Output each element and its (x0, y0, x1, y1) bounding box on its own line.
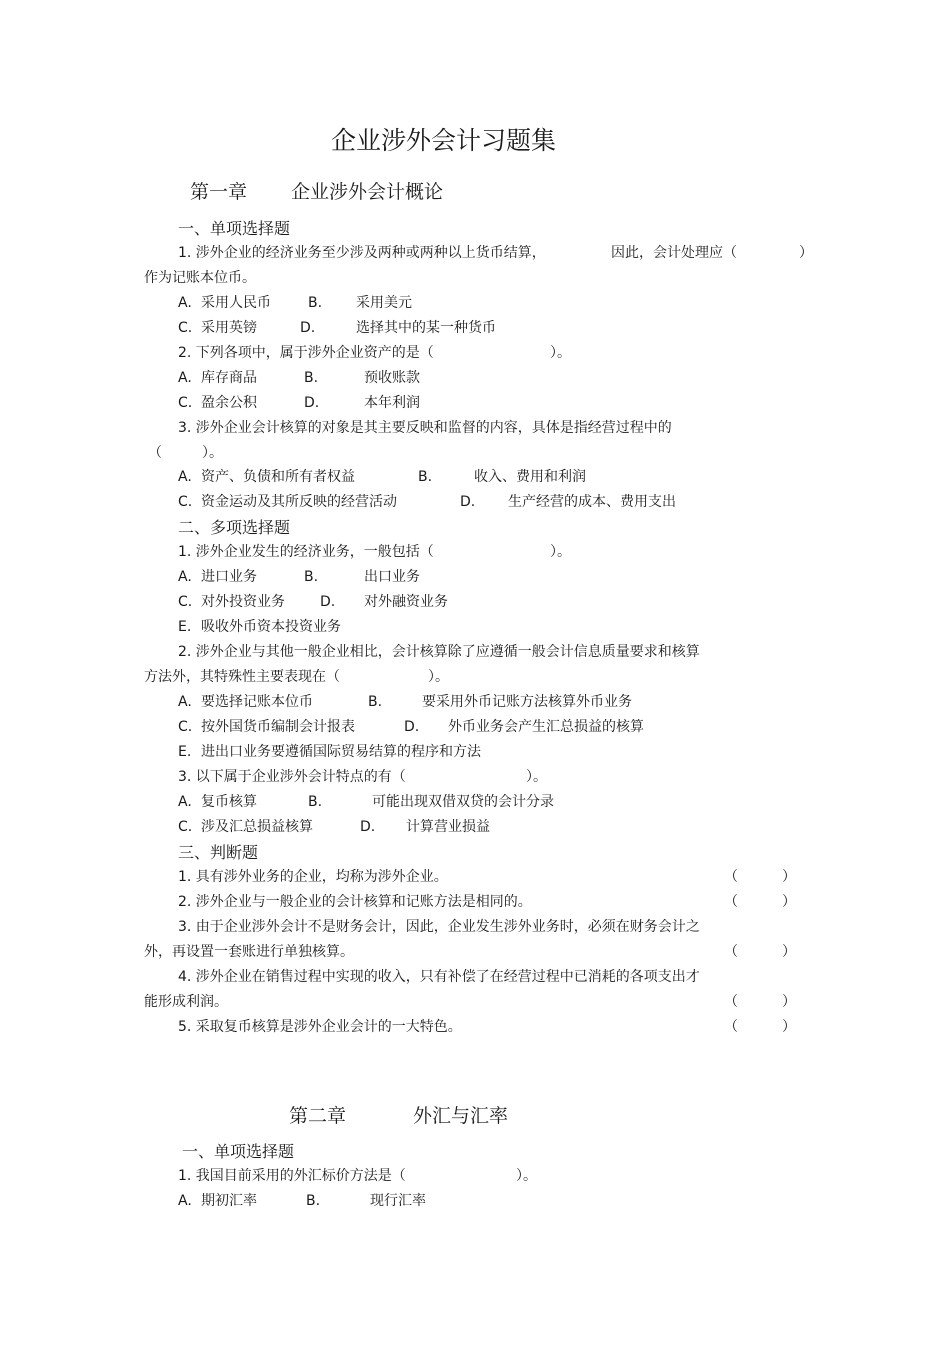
option-label: D. (404, 719, 420, 735)
option-label: A. (178, 370, 192, 386)
option-label: C. (178, 719, 193, 735)
section-single-choice: 一、单项选择题 (182, 1142, 295, 1161)
chapter2-title: 外汇与汇率 (413, 1105, 509, 1127)
question-text: 方法外，其特殊性主要表现在（ (144, 669, 340, 685)
section-single-choice: 一、单项选择题 (178, 219, 291, 238)
option-text: 本年利润 (364, 395, 420, 411)
option-label: B. (418, 469, 433, 485)
answer-paren-open: （ (724, 994, 738, 1010)
section-multiple-choice: 二、多项选择题 (178, 518, 291, 537)
option-label: B. (368, 694, 383, 710)
answer-paren-close: ） (782, 1019, 796, 1035)
option-text: 选择其中的某一种货币 (356, 320, 496, 336)
chapter2-number: 第二章 (289, 1105, 347, 1127)
option-text: 现行汇率 (370, 1193, 426, 1209)
option-label: A. (178, 569, 192, 585)
option-label: D. (460, 494, 476, 510)
answer-paren-open: （ (724, 894, 738, 910)
question-text: 能形成利润。 (144, 994, 228, 1010)
option-text: 进出口业务要遵循国际贸易结算的程序和方法 (201, 744, 481, 760)
option-label: D. (300, 320, 316, 336)
option-text: 出口业务 (364, 569, 420, 585)
option-text: 期初汇率 (201, 1193, 257, 1209)
option-label: E. (178, 619, 192, 635)
question-text: 作为记账本位币。 (144, 270, 256, 286)
option-text: 库存商品 (201, 370, 257, 386)
answer-paren-close: ）。 (526, 769, 547, 785)
answer-paren-close: ）。 (550, 345, 571, 361)
option-text: 计算营业损益 (406, 819, 490, 835)
chapter1-title: 企业涉外会计概论 (291, 181, 444, 203)
answer-paren-close: ）。 (516, 1168, 537, 1184)
option-label: B. (304, 370, 319, 386)
option-label: C. (178, 494, 193, 510)
option-text: 吸收外币资本投资业务 (201, 619, 341, 635)
option-text: 复币核算 (201, 794, 257, 810)
option-label: E. (178, 744, 192, 760)
option-text: 收入、费用和利润 (474, 469, 586, 485)
option-label: B. (308, 794, 323, 810)
question-text: 1. 我国目前采用的外汇标价方法是（ (178, 1168, 406, 1184)
option-label: D. (360, 819, 376, 835)
option-label: B. (308, 295, 323, 311)
option-text: 盈余公积 (201, 395, 257, 411)
question-text: 1. 涉外企业发生的经济业务，一般包括（ (178, 544, 434, 560)
option-text: 资产、负债和所有者权益 (201, 469, 355, 485)
answer-paren-close: ） (799, 245, 813, 261)
answer-paren-close: ）。 (428, 669, 449, 685)
option-label: A. (178, 295, 192, 311)
answer-paren-close: ） (782, 944, 796, 960)
option-text: 要采用外币记账方法核算外币业务 (422, 694, 632, 710)
answer-paren-close: ） (782, 994, 796, 1010)
question-text: 1. 具有涉外业务的企业，均称为涉外企业。 (178, 869, 448, 885)
question-text: 2. 涉外企业与一般企业的会计核算和记账方法是相同的。 (178, 894, 532, 910)
option-label: A. (178, 1193, 192, 1209)
answer-paren-open: （ (148, 445, 162, 461)
page-title: 企业涉外会计习题集 (331, 126, 557, 155)
question-text: 1. 涉外企业的经济业务至少涉及两种或两种以上货币结算， (178, 245, 546, 261)
option-text: 涉及汇总损益核算 (201, 819, 313, 835)
answer-paren-open: （ (724, 1019, 738, 1035)
chapter1-number: 第一章 (190, 181, 248, 203)
option-label: C. (178, 320, 193, 336)
option-text: 要选择记账本位币 (201, 694, 313, 710)
option-text: 采用人民币 (201, 295, 271, 311)
option-text: 资金运动及其所反映的经营活动 (201, 494, 397, 510)
option-label: C. (178, 395, 193, 411)
option-label: D. (304, 395, 320, 411)
question-text: 2. 涉外企业与其他一般企业相比，会计核算除了应遵循一般会计信息质量要求和核算 (178, 644, 700, 660)
question-text: 外，再设置一套账进行单独核算。 (144, 944, 354, 960)
question-text: 5. 采取复币核算是涉外企业会计的一大特色。 (178, 1019, 462, 1035)
option-text: 进口业务 (201, 569, 257, 585)
option-label: B. (304, 569, 319, 585)
option-label: C. (178, 594, 193, 610)
answer-paren-open: （ (724, 944, 738, 960)
answer-paren-close: ） (782, 869, 796, 885)
option-text: 对外融资业务 (364, 594, 448, 610)
question-text: 因此，会计处理应（ (611, 245, 737, 261)
option-text: 按外国货币编制会计报表 (201, 719, 355, 735)
option-text: 采用美元 (356, 295, 412, 311)
question-text: 4. 涉外企业在销售过程中实现的收入，只有补偿了在经营过程中已消耗的各项支出才 (178, 969, 700, 985)
option-label: A. (178, 794, 192, 810)
option-label: C. (178, 819, 193, 835)
question-text: 2. 下列各项中，属于涉外企业资产的是（ (178, 345, 434, 361)
option-text: 生产经营的成本、费用支出 (508, 494, 676, 510)
answer-paren-close: ）。 (202, 445, 223, 461)
option-label: B. (306, 1193, 321, 1209)
answer-paren-close: ）。 (550, 544, 571, 560)
option-label: A. (178, 469, 192, 485)
option-text: 预收账款 (364, 370, 420, 386)
question-text: 3. 由于企业涉外会计不是财务会计，因此，企业发生涉外业务时，必须在财务会计之 (178, 919, 700, 935)
option-label: A. (178, 694, 192, 710)
section-true-false: 三、判断题 (178, 843, 259, 862)
answer-paren-open: （ (724, 869, 738, 885)
option-text: 可能出现双借双贷的会计分录 (372, 794, 554, 810)
question-text: 3. 涉外企业会计核算的对象是其主要反映和监督的内容，具体是指经营过程中的 (178, 420, 672, 436)
option-text: 外币业务会产生汇总损益的核算 (448, 719, 644, 735)
option-text: 采用英镑 (201, 320, 257, 336)
question-text: 3. 以下属于企业涉外会计特点的有（ (178, 769, 406, 785)
answer-paren-close: ） (782, 894, 796, 910)
option-text: 对外投资业务 (201, 594, 285, 610)
option-label: D. (320, 594, 336, 610)
